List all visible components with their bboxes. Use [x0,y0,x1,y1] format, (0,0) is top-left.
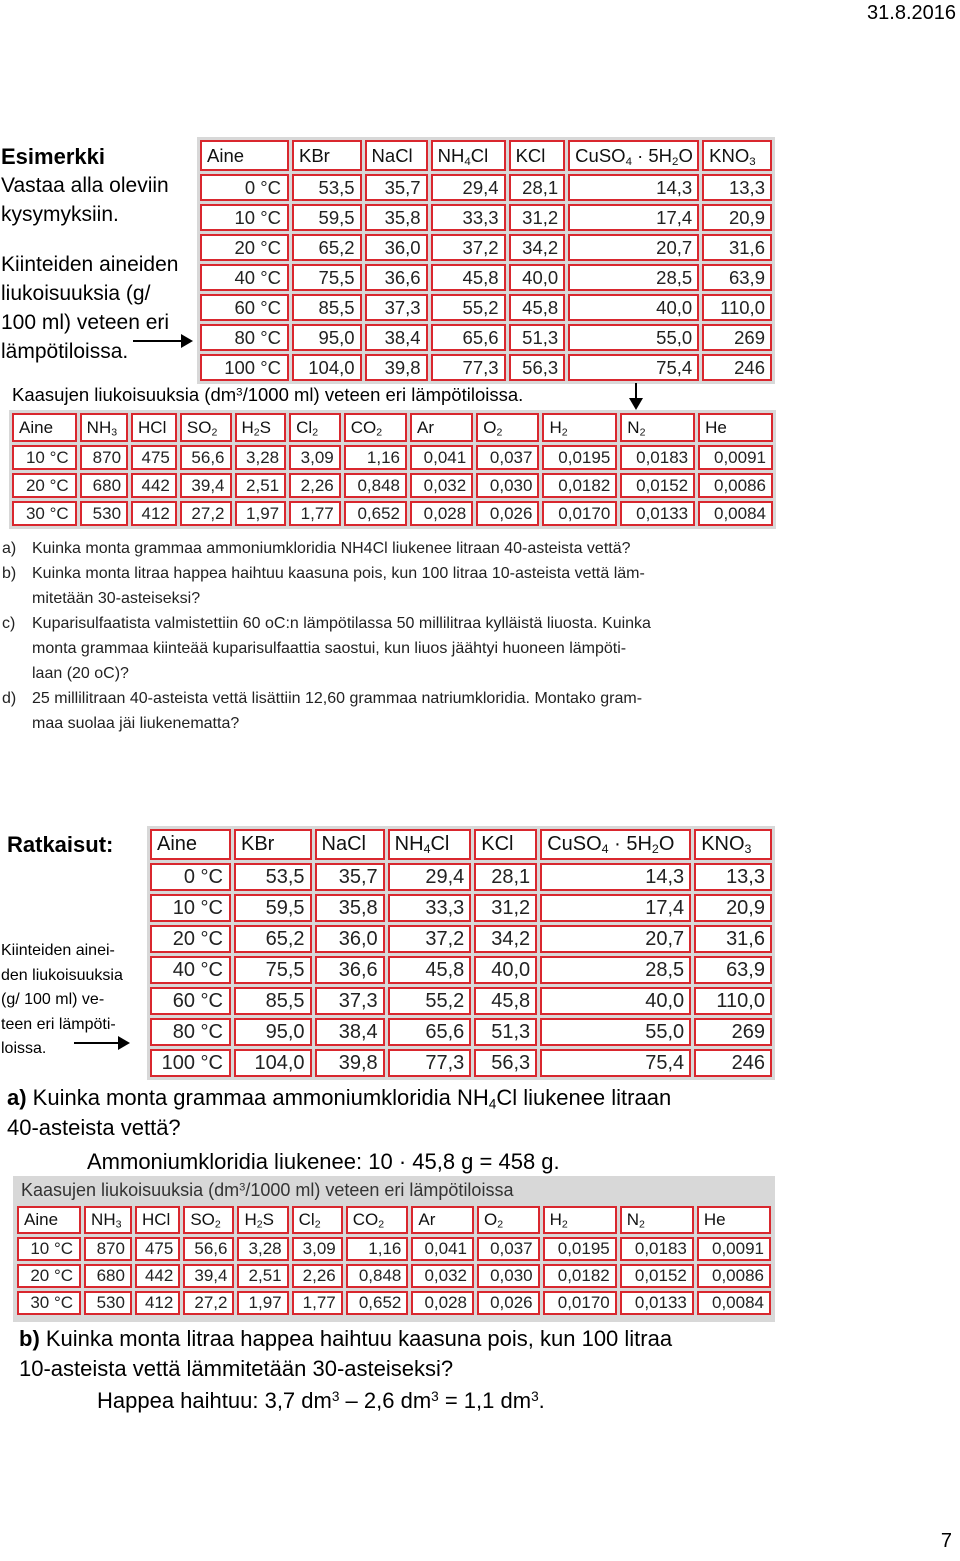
value-cell: 36,6 [365,264,428,291]
value-cell: 0,0152 [620,1264,694,1288]
page-date: 31.8.2016 [867,2,956,24]
temperature-cell: 20 °C [200,234,289,261]
value-cell: 104,0 [292,354,362,381]
value-cell: 0,0195 [542,445,617,470]
solution-label: b) [19,1326,40,1351]
value-cell: 40,0 [474,956,537,984]
value-cell: 17,4 [568,204,699,231]
value-cell: 2,26 [289,473,341,498]
value-cell: 45,8 [388,956,472,984]
value-cell: 37,3 [365,294,428,321]
col-header: $NH_3$ [80,413,128,442]
question-label: c) [2,615,16,632]
temperature-cell: 40 °C [200,264,289,291]
col-header: $O_2$ [477,1206,540,1234]
value-cell: 3,28 [235,445,287,470]
value-cell: 45,8 [474,987,537,1015]
caption-line: Kiinteiden ainei- [1,942,115,959]
value-cell: 17,4 [540,894,691,922]
solids-rows-solutions [150,863,772,1077]
table-row [150,925,772,953]
temperature-cell: 10 °C [150,894,231,922]
caption-line: den liukoisuuksia [1,966,123,984]
value-cell: 55,0 [568,324,699,351]
col-header: CuSO$_4$ · $5H_2O$ [568,140,699,171]
value-cell: 75,5 [234,956,312,984]
value-cell: 95,0 [292,324,362,351]
value-cell: 45,8 [509,294,566,321]
col-header: KBr [292,140,362,171]
value-cell: 0,026 [476,501,539,526]
col-header: Aine [12,413,77,442]
value-cell: 0,041 [410,445,473,470]
value-cell: 63,9 [702,264,772,291]
value-cell: 1,77 [292,1291,343,1315]
solutions-title: Ratkaisut: [7,832,114,857]
value-cell: 39,8 [365,354,428,381]
value-cell: 55,2 [431,294,506,321]
value-cell: 29,4 [388,863,472,891]
col-header: $NH_4Cl$ [388,829,472,860]
value-cell: 0,0133 [620,1291,694,1315]
table-row [150,987,772,1015]
value-cell: 2,51 [235,473,287,498]
answer-part: = 1,1 dm [438,1388,532,1413]
value-cell: 20,7 [568,234,699,261]
solution-b [19,1324,799,1416]
value-cell: 39,8 [315,1049,385,1077]
arrow-down-icon [635,383,637,408]
gas-box-title: Kaasujen liukoisuuksia ($dm^3/1000$ ml) veteen eri lämpötiloissa [21,1180,514,1200]
table-row [17,1291,771,1315]
col-header: CuSO$_4$ · $5H_2O$ [540,829,691,860]
value-cell: 2,51 [237,1264,288,1288]
temperature-cell: 10 °C [200,204,289,231]
question-line: monta grammaa kiinteää kuparisulfaattia saostui, kun liuos jäähtyi huoneen lämpöti- [32,640,627,657]
temperature-cell: 30 °C [17,1291,81,1315]
question-c [2,611,772,686]
value-cell: 56,6 [183,1237,234,1261]
value-cell: 0,0091 [698,445,773,470]
question-line: Kuinka monta grammaa ammoniumkloridia NH4Cl liukenee litraan 40-asteista vettä? [32,540,631,557]
value-cell: 31,2 [509,204,566,231]
col-header: Ar [411,1206,474,1234]
temperature-cell: 60 °C [200,294,289,321]
value-cell: 75,4 [568,354,699,381]
question-line: Kuinka monta litraa happea haihtuu kaasuna pois, kun 100 litraa 10-asteista vettä läm- [32,565,645,582]
solution-question: 40-asteista vettä? [7,1115,181,1140]
value-cell: 0,030 [477,1264,540,1288]
value-cell: 0,0086 [697,1264,771,1288]
solids-caption-line: lämpötiloissa. [1,340,129,363]
col-header: $CO_2$ [344,413,407,442]
questions-list [2,536,772,736]
table-row [150,956,772,984]
value-cell: 35,7 [315,863,385,891]
solution-answer: Ammoniumkloridia liukenee: 10 · 45,8 g = 458 g. [87,1149,560,1174]
value-cell: 1,77 [289,501,341,526]
value-cell: 1,97 [235,501,287,526]
value-cell: 0,028 [410,501,473,526]
value-cell: 40,0 [509,264,566,291]
value-cell: 104,0 [234,1049,312,1077]
value-cell: 95,0 [234,1018,312,1046]
value-cell: 0,0091 [697,1237,771,1261]
table-row [12,445,773,470]
value-cell: 0,0170 [542,501,617,526]
value-cell: 28,5 [540,956,691,984]
col-header: He [697,1206,771,1234]
value-cell: 0,037 [476,445,539,470]
solids-table-example [197,137,775,384]
question-label: b) [2,565,17,582]
col-header: $Cl_2$ [292,1206,343,1234]
value-cell: 37,3 [315,987,385,1015]
col-header: $O_2$ [476,413,539,442]
value-cell: 269 [694,1018,772,1046]
table-row [150,1049,772,1077]
table-row [200,354,772,381]
temperature-cell: 20 °C [17,1264,81,1288]
value-cell: 442 [131,473,177,498]
value-cell: 56,3 [509,354,566,381]
value-cell: 28,1 [509,174,566,201]
value-cell: 530 [80,501,128,526]
value-cell: 269 [702,324,772,351]
value-cell: 0,0084 [698,501,773,526]
solution-question: Cl liukenee litraan [496,1085,672,1110]
value-cell: 0,0086 [698,473,773,498]
value-cell: 33,3 [431,204,506,231]
gas-caption [12,384,523,406]
temperature-cell: 80 °C [200,324,289,351]
value-cell: 75,5 [292,264,362,291]
value-cell: 28,1 [474,863,537,891]
value-cell: 14,3 [568,174,699,201]
value-cell: 0,028 [411,1291,474,1315]
temperature-cell: 0 °C [150,863,231,891]
value-cell: 20,7 [540,925,691,953]
value-cell: 475 [135,1237,180,1261]
value-cell: 0,0152 [620,473,695,498]
col-header: $H_2S$ [235,413,287,442]
example-title: Esimerkki [1,144,105,169]
value-cell: 55,0 [540,1018,691,1046]
value-cell: 37,2 [388,925,472,953]
temperature-cell: 100 °C [150,1049,231,1077]
col-header: $N_2$ [620,1206,694,1234]
value-cell: 0,026 [477,1291,540,1315]
table-row [17,1264,771,1288]
value-cell: 0,032 [411,1264,474,1288]
value-cell: 75,4 [540,1049,691,1077]
value-cell: 680 [84,1264,132,1288]
value-cell: 45,8 [431,264,506,291]
value-cell: 65,2 [234,925,312,953]
solution-answer [19,1386,799,1416]
col-header: Ar [410,413,473,442]
value-cell: 412 [131,501,177,526]
question-line: laan (20 oC)? [32,665,129,682]
gas-caption-post: /1000 ml) veteen eri lämpötiloissa. [242,384,524,405]
value-cell: 65,6 [388,1018,472,1046]
value-cell: 53,5 [292,174,362,201]
table-row [200,324,772,351]
question-line: maa suolaa jäi liukenematta? [32,715,240,732]
value-cell: 0,652 [346,1291,409,1315]
gas-table-solutions [14,1203,774,1318]
temperature-cell: 60 °C [150,987,231,1015]
col-header: Aine [150,829,231,860]
value-cell: 39,4 [183,1264,234,1288]
value-cell: 65,2 [292,234,362,261]
value-cell: 35,8 [315,894,385,922]
value-cell: 1,16 [346,1237,409,1261]
value-cell: 3,28 [237,1237,288,1261]
value-cell: 55,2 [388,987,472,1015]
value-cell: 51,3 [474,1018,537,1046]
temperature-cell: 40 °C [150,956,231,984]
value-cell: 20,9 [702,204,772,231]
value-cell: 475 [131,445,177,470]
value-cell: 31,6 [702,234,772,261]
answer-sup: 3 [331,1389,340,1405]
col-header: HCl [131,413,177,442]
value-cell: 36,6 [315,956,385,984]
value-cell: 0,041 [411,1237,474,1261]
col-header: KCl [474,829,537,860]
value-cell: 39,4 [180,473,232,498]
solids-caption-line: Kiinteiden aineiden [1,253,179,276]
value-cell: 40,0 [540,987,691,1015]
value-cell: 680 [80,473,128,498]
col-header: NaCl [315,829,385,860]
gas-rows-solutions [17,1237,771,1315]
value-cell: 0,652 [344,501,407,526]
question-d [2,686,772,736]
value-cell: 0,0183 [620,1237,694,1261]
col-header: Aine [200,140,289,171]
value-cell: 59,5 [292,204,362,231]
value-cell: 3,09 [292,1237,343,1261]
table-row [200,174,772,201]
table-row [200,204,772,231]
value-cell: 13,3 [694,863,772,891]
value-cell: 0,0133 [620,501,695,526]
col-header: HCl [135,1206,180,1234]
value-cell: 20,9 [694,894,772,922]
value-cell: 0,030 [476,473,539,498]
temperature-cell: 80 °C [150,1018,231,1046]
gas-caption-pre: Kaasujen liukoisuuksia (dm [12,384,237,405]
solids-caption-line: 100 ml) veteen eri [1,311,170,334]
col-header: $KNO_3$ [694,829,772,860]
value-cell: 3,09 [289,445,341,470]
value-cell: 35,8 [365,204,428,231]
value-cell: 0,0195 [543,1237,617,1261]
value-cell: 442 [135,1264,180,1288]
col-header: $NH_3$ [84,1206,132,1234]
value-cell: 34,2 [509,234,566,261]
arrow-right-icon [74,1042,128,1044]
gas-rows-example [12,445,773,526]
question-line: Kuparisulfaatista valmistettiin 60 oC:n lämpötilassa 50 millilitraa kylläistä liuosta. Kuinka [32,615,651,632]
arrow-right-icon [133,340,191,342]
solution-question: Kuinka monta litraa happea haihtuu kaasuna pois, kun 100 litraa [39,1326,673,1351]
question-line: 25 millilitraan 40-asteista vettä lisättiin 12,60 grammaa natriumkloridia. Montako gram- [32,690,643,707]
temperature-cell: 10 °C [12,445,77,470]
value-cell: 53,5 [234,863,312,891]
col-header: $SO_2$ [180,413,232,442]
value-cell: 40,0 [568,294,699,321]
value-cell: 0,0182 [543,1264,617,1288]
question-a [2,536,772,561]
value-cell: 0,0182 [542,473,617,498]
solution-question-sub: 4 [488,1096,497,1112]
answer-part: – 2,6 dm [339,1388,432,1413]
value-cell: 870 [80,445,128,470]
value-cell: 28,5 [568,264,699,291]
value-cell: 77,3 [388,1049,472,1077]
value-cell: 0,0183 [620,445,695,470]
col-header: $NH_4Cl$ [431,140,506,171]
example-intro-line: kysymyksiin. [1,203,119,226]
gas-box-solutions [13,1176,775,1322]
table-row [200,264,772,291]
table-row [12,473,773,498]
value-cell: 110,0 [702,294,772,321]
value-cell: 0,037 [477,1237,540,1261]
table-row [150,894,772,922]
value-cell: 530 [84,1291,132,1315]
answer-part: Happea haihtuu: 3,7 dm [97,1388,332,1413]
value-cell: 0,0170 [543,1291,617,1315]
value-cell: 31,2 [474,894,537,922]
value-cell: 110,0 [694,987,772,1015]
value-cell: 27,2 [183,1291,234,1315]
temperature-cell: 100 °C [200,354,289,381]
value-cell: 0,848 [346,1264,409,1288]
value-cell: 0,0084 [697,1291,771,1315]
table-row [12,501,773,526]
value-cell: 51,3 [509,324,566,351]
col-header: $H_2S$ [237,1206,288,1234]
caption-line: (g/ 100 ml) ve- [1,991,105,1008]
value-cell: 85,5 [292,294,362,321]
value-cell: 65,6 [431,324,506,351]
example-sidebar [1,142,191,366]
table-row [200,294,772,321]
col-header: Aine [17,1206,81,1234]
solids-table-solutions [147,826,775,1080]
value-cell: 13,3 [702,174,772,201]
value-cell: 36,0 [365,234,428,261]
value-cell: 1,97 [237,1291,288,1315]
value-cell: 29,4 [431,174,506,201]
value-cell: 1,16 [344,445,407,470]
col-header: $CO_2$ [346,1206,409,1234]
answer-sup: 3 [431,1389,439,1405]
value-cell: 246 [702,354,772,381]
value-cell: 35,7 [365,174,428,201]
col-header: $KNO_3$ [702,140,772,171]
temperature-cell: 20 °C [12,473,77,498]
solution-label: a) [7,1085,27,1110]
value-cell: 33,3 [388,894,472,922]
temperature-cell: 10 °C [17,1237,81,1261]
value-cell: 38,4 [365,324,428,351]
question-label: d) [2,690,17,707]
question-line: mitetään 30-asteiseksi? [32,590,201,607]
col-header: $H_2$ [543,1206,617,1234]
solution-a [7,1083,787,1177]
question-b [2,561,772,611]
value-cell: 27,2 [180,501,232,526]
gas-table-example [9,410,776,529]
answer-sup: 3 [531,1389,539,1405]
value-cell: 56,3 [474,1049,537,1077]
temperature-cell: 0 °C [200,174,289,201]
example-intro-line: Vastaa alla oleviin [1,174,169,197]
value-cell: 0,848 [344,473,407,498]
value-cell: 14,3 [540,863,691,891]
value-cell: 31,6 [694,925,772,953]
table-row [150,1018,772,1046]
col-header: NaCl [365,140,428,171]
col-header: $Cl_2$ [289,413,341,442]
value-cell: 77,3 [431,354,506,381]
temperature-cell: 20 °C [150,925,231,953]
value-cell: 37,2 [431,234,506,261]
solids-caption-line: liukoisuuksia (g/ [1,282,151,305]
temperature-cell: 30 °C [12,501,77,526]
col-header: KCl [509,140,566,171]
value-cell: 36,0 [315,925,385,953]
value-cell: 412 [135,1291,180,1315]
answer-part: . [538,1388,545,1413]
value-cell: 870 [84,1237,132,1261]
table-row [200,234,772,261]
question-label: a) [2,540,17,557]
solids-rows-example [200,174,772,381]
value-cell: 59,5 [234,894,312,922]
value-cell: 38,4 [315,1018,385,1046]
solution-question: 10-asteista vettä lämmitetään 30-asteiseksi? [19,1356,454,1381]
caption-line: loissa. [1,1040,47,1057]
table-row [150,863,772,891]
col-header: He [698,413,773,442]
value-cell: 56,6 [180,445,232,470]
value-cell: 63,9 [694,956,772,984]
value-cell: 246 [694,1049,772,1077]
col-header: KBr [234,829,312,860]
value-cell: 0,032 [410,473,473,498]
table-row [17,1237,771,1261]
col-header: $N_2$ [620,413,695,442]
gas-caption-sup: 3 [236,386,243,399]
value-cell: 85,5 [234,987,312,1015]
value-cell: 2,26 [292,1264,343,1288]
col-header: $SO_2$ [183,1206,234,1234]
caption-line: teen eri lämpöti- [1,1015,116,1033]
solution-question: Kuinka monta grammaa ammoniumkloridia NH [26,1085,489,1110]
col-header: $H_2$ [542,413,617,442]
page-number: 7 [940,1530,952,1552]
value-cell: 34,2 [474,925,537,953]
